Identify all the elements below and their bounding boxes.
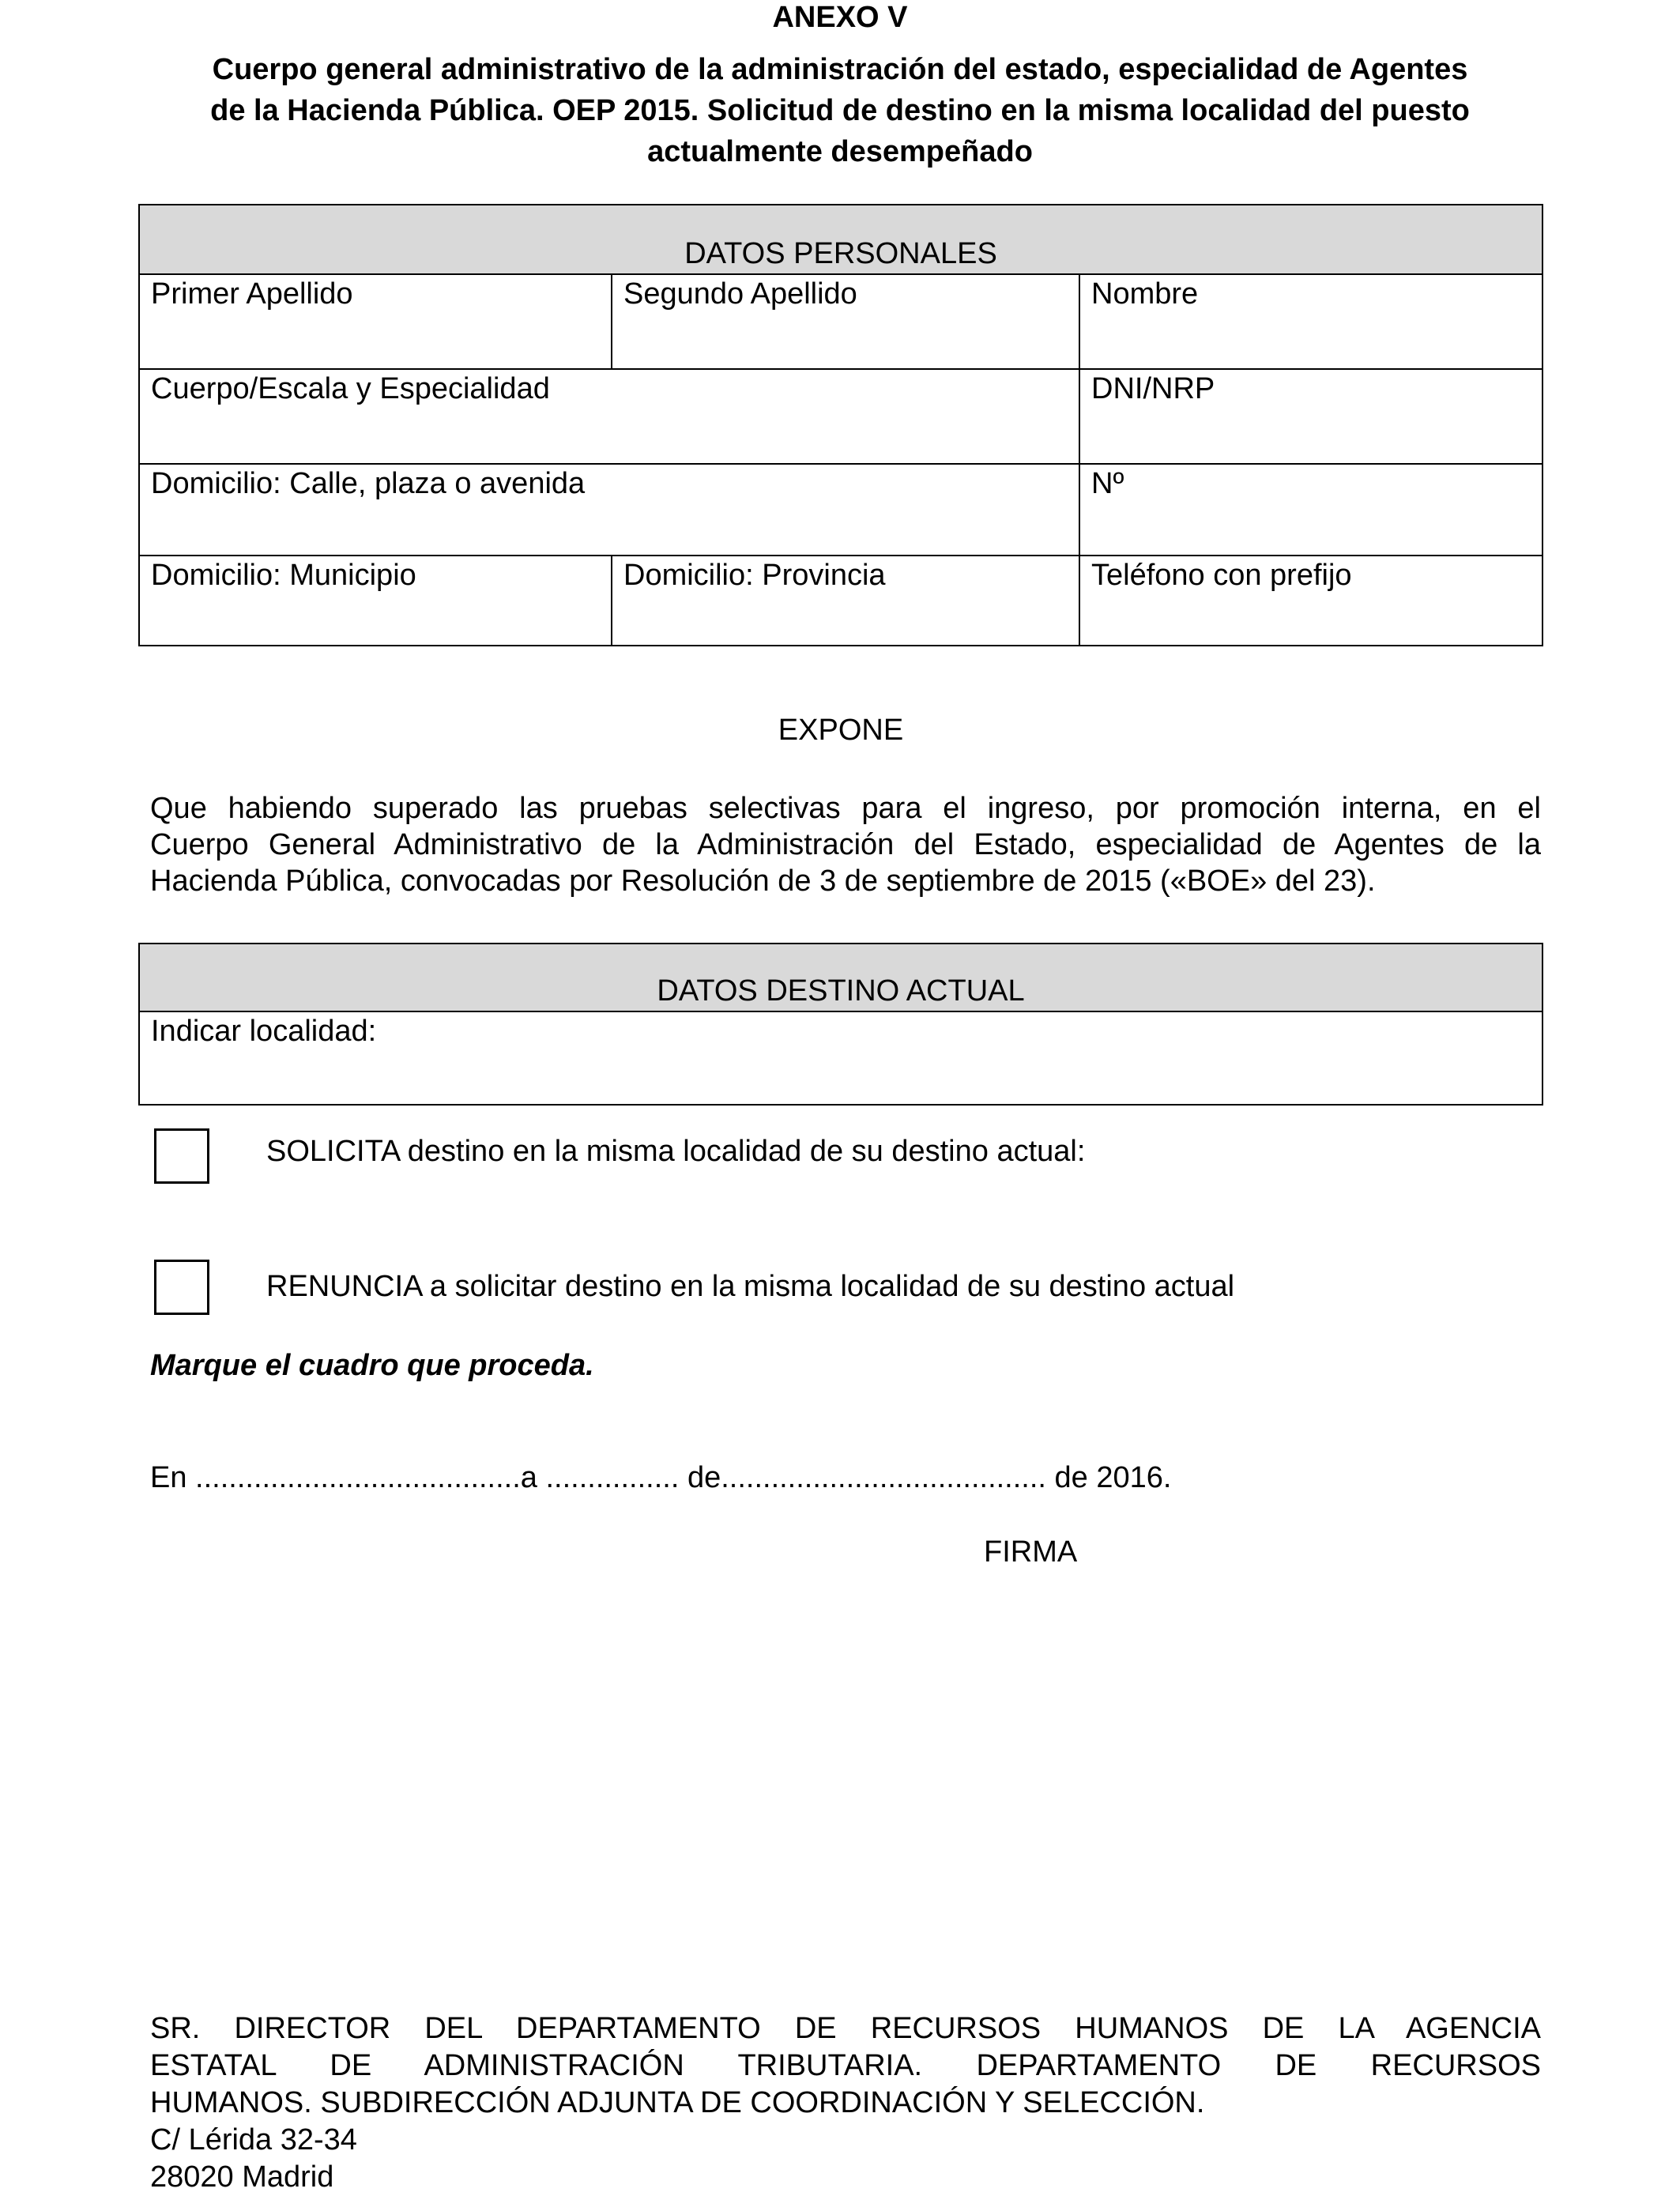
cuerpo-label: Cuerpo/Escala y Especialidad — [151, 372, 550, 405]
solicita-label: SOLICITA destino en la misma localidad de su destino actual: — [266, 1135, 1086, 1168]
form-subtitle — [134, 49, 1546, 172]
instruction-text: Marque el cuadro que proceda. — [150, 1349, 594, 1382]
current-destination-header — [140, 944, 1542, 1012]
personal-data-header — [140, 205, 1542, 275]
address-street: C/ Lérida 32-34 — [150, 2123, 357, 2156]
expone-heading: EXPONE — [778, 714, 904, 747]
current-destination-table — [138, 943, 1543, 1106]
renuncia-checkbox[interactable] — [154, 1260, 209, 1315]
municipio-label: Domicilio: Municipio — [151, 559, 416, 592]
firma-label: FIRMA — [984, 1535, 1078, 1569]
segundo-apellido-field[interactable] — [612, 275, 1079, 368]
paragraph-line: Que habiendo superado las pruebas selectivas para el ingreso, por promoción interna, en el — [150, 792, 1541, 825]
paragraph-line: Hacienda Pública, convocadas por Resolución de 3 de septiembre de 2015 («BOE» del 23). — [150, 864, 1376, 898]
localidad-label: Indicar localidad: — [151, 1015, 377, 1048]
domicilio-calle-field[interactable] — [140, 465, 1079, 555]
expone-paragraph — [150, 790, 1541, 899]
personal-data-heading: DATOS PERSONALES — [684, 237, 997, 270]
addressee-line: HUMANOS. SUBDIRECCIÓN ADJUNTA DE COORDINACIÓN Y SELECCIÓN. — [150, 2086, 1205, 2119]
localidad-field[interactable] — [140, 1012, 1542, 1104]
primer-apellido-field[interactable] — [140, 275, 611, 368]
domicilio-calle-label: Domicilio: Calle, plaza o avenida — [151, 467, 586, 500]
primer-apellido-label: Primer Apellido — [151, 277, 353, 311]
telefono-label: Teléfono con prefijo — [1091, 559, 1352, 592]
subtitle-line: Cuerpo general administrativo de la administración del estado, especialidad de Agentes — [212, 53, 1468, 86]
dni-label: DNI/NRP — [1091, 372, 1215, 405]
numero-label: Nº — [1091, 467, 1124, 500]
nombre-label: Nombre — [1091, 277, 1199, 311]
renuncia-label: RENUNCIA a solicitar destino en la misma localidad de su destino actual — [266, 1270, 1235, 1303]
date-line: En .......................................a ................ de....................................... de 2016. — [150, 1461, 1172, 1494]
paragraph-line: Cuerpo General Administrativo de la Administración del Estado, especialidad de Agentes de la — [150, 828, 1541, 861]
segundo-apellido-label: Segundo Apellido — [623, 277, 857, 311]
cuerpo-field[interactable] — [140, 370, 1079, 463]
nombre-field[interactable] — [1080, 275, 1542, 368]
address-city: 28020 Madrid — [150, 2160, 334, 2194]
annex-title: ANEXO V — [772, 1, 908, 34]
subtitle-line: de la Hacienda Pública. OEP 2015. Solicitud de destino en la misma localidad del puesto — [210, 94, 1470, 127]
provincia-field[interactable] — [612, 556, 1079, 646]
municipio-field[interactable] — [140, 556, 611, 646]
personal-data-table — [138, 204, 1543, 646]
solicita-checkbox[interactable] — [154, 1128, 209, 1184]
addressee-line: ESTATAL DE ADMINISTRACIÓN TRIBUTARIA. DEPARTAMENTO DE RECURSOS — [150, 2049, 1541, 2082]
numero-field[interactable] — [1080, 465, 1542, 555]
subtitle-line: actualmente desempeñado — [647, 135, 1033, 168]
current-destination-heading: DATOS DESTINO ACTUAL — [657, 974, 1025, 1008]
telefono-field[interactable] — [1080, 556, 1542, 646]
dni-field[interactable] — [1080, 370, 1542, 463]
addressee-block — [150, 2010, 1541, 2196]
addressee-line: SR. DIRECTOR DEL DEPARTAMENTO DE RECURSOS HUMANOS DE LA AGENCIA — [150, 2012, 1541, 2045]
provincia-label: Domicilio: Provincia — [623, 559, 886, 592]
